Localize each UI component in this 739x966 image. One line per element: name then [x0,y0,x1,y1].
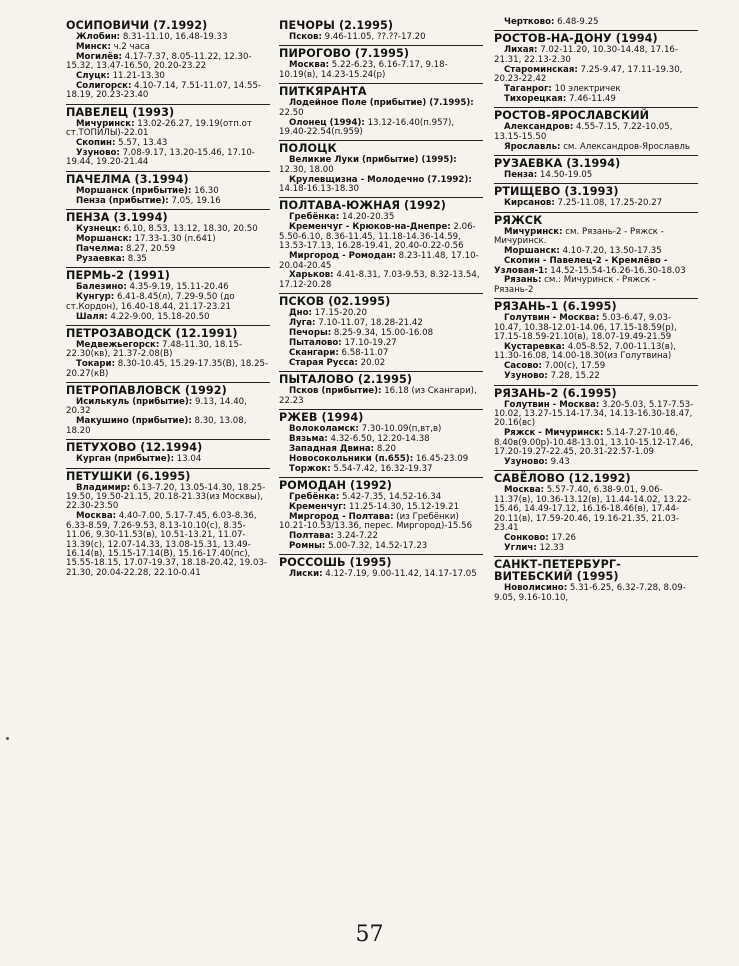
destination-name: Узуново: [504,371,548,382]
departure-times: 5.22-6.23, 6.16-7.17, 9.18-10.19(в), 14.23-15.24(р) [279,60,448,80]
departure-times: 10 электричек [554,84,621,95]
departure-times: 16.18 (из Скангари), 22.23 [279,386,477,406]
departure-times: 5.03-6.47, 9.03-10.47, 10.38-12.01-14.06, 17.15-18.59(р), 17.15-18.59-21.10(в), 18.07-19.49-21.59 [494,313,677,343]
destination-name: Скопин - Павелец-2 - Кремлёво - Узловая-1: [494,256,668,276]
destination-name: Таганрог: [504,84,552,95]
station-heading: ПЕТРОПАВЛОВСК (1992) [66,384,227,398]
station-section [494,385,698,468]
departure-times: 14.52-15.54-16.26-16.30-18.03 [550,265,686,276]
departure-times: 4.32-6.50, 12.20-14.38 [330,433,430,444]
destination-name: Луга: [289,318,316,329]
station-heading: РЯЗАНЬ-2 (6.1995) [494,386,617,400]
departure-times: 7.25-9.47, 17.11-19.30, 20.23-22.42 [494,64,683,85]
station-section [494,155,698,180]
station-heading: САНКТ-ПЕТЕРБУРГ-ВИТЕБСКИЙ (1995) [494,558,621,584]
station-heading: ПЕНЗА (3.1994) [66,211,168,225]
destination-name: Голутвин - Москва: [504,399,600,410]
route-line [66,53,270,72]
station-heading: ПСКОВ (02.1995) [279,295,391,309]
departure-times: 6.41-8.45(л), 7.29-9.50 (до ст.Кордон), 16.40-18.44, 21.17-23.21 [66,292,235,312]
route-line [66,82,270,101]
route-line [66,293,270,312]
destination-name: Вязьма: [289,433,328,444]
route-line [494,372,698,381]
route-line [494,123,698,142]
destination-name: Харьков: [289,270,334,281]
route-line [494,314,698,342]
destination-name: Моршанск (прибытие): [76,185,192,196]
departure-times: 7.30-10.09(п,вт,в) [361,423,442,434]
departure-times: 5.42-7.35, 14.52-16.34 [342,492,442,502]
destination-name: Солигорск: [76,81,132,92]
station-heading: РТИЩЕВО (3.1993) [494,185,619,199]
departure-times: 17.33-1.30 (п.641) [134,234,216,245]
route-line [494,343,698,362]
departure-times: 7.00(с), 17.59 [544,361,606,372]
departure-times: 7.02-11.20, 10.30-14.48, 17.16-21.31, 22.13-2.30 [494,45,678,65]
station-section [279,371,483,406]
route-line [279,570,483,579]
destination-name: Узуново: [504,457,548,467]
destination-name: Олонец (1994): [289,117,365,128]
destination-name: Новолисино: [504,583,568,594]
departure-times: 6.10, 8.53, 13.12, 18.30, 20.50 [123,224,258,235]
station-heading: ПЕРМЬ-2 (1991) [66,269,170,283]
destination-name: Макушино (прибытие): [76,416,192,427]
route-line [279,99,483,118]
destination-name: Мичуринск: [76,118,135,129]
route-line [494,18,698,27]
destination-name: Узуново: [76,148,120,159]
destination-name: Москва: [289,60,330,71]
departure-times: 4.40-7.00, 5.17-7.45, 6.03-8.36, 6.33-8.59, 7.26-9.53, 8.13-10.10(с), 8.35-11.06, 9.30-11.53(в), 10.51-13.21, 11.07-13.39(с), 12.07-14.33, 13.08-15.31, 13.49-16.14(в), 15.15-17.14(В), 15.16-17.40(пс), 15.55-18.15, 17.07-19.37, 18.18-20.42, 19.03-21.30, 20.04-22.28, 22.10-0.41 [66,511,268,578]
destination-name: Ярославль: [504,141,561,152]
destination-name: Гребёнка: [289,492,340,502]
departure-times: 6.58-11.07 [341,347,389,358]
departure-times: 6.13-7.20, 13.05-14.30, 18.25-19.50, 19.50-21.15, 20.18-21.33(из Москвы), 22.30-23.50 [66,482,266,512]
departure-times: 5.54-7.42, 16.32-19.37 [333,463,433,474]
station-section [66,267,270,322]
station-heading: ПЕТУШКИ (6.1995) [66,469,191,483]
station-heading: ПИТКЯРАНТА [279,85,367,99]
departure-times: 14.50-19.05 [539,170,593,181]
departure-times: 9.46-11.05, ??.??-17.20 [324,32,426,42]
station-heading: ПИРОГОВО (7.1995) [279,47,410,61]
station-section [66,439,270,464]
departure-times: 22.50 [279,107,304,118]
destination-name: Лодейное Поле (прибытие) (7.1995): [289,98,474,109]
timetable-page [58,17,694,908]
station-section [494,30,698,104]
column-1 [66,18,270,581]
departure-times: 13.12-16.40(п.957), 19.40-22.54(п.959) [279,117,455,137]
route-line [66,360,270,379]
destination-name: Дно: [289,308,312,319]
route-line [66,120,270,139]
route-line [279,156,483,175]
destination-name: Новосокольники (п.655): [289,453,414,464]
page-number: 57 [355,922,384,947]
departure-times: 3.20-5.03, 5.17-7.53-10.02, 13.27-15.14-17.34, 14.13-16.30-18.47, 20.16(вс) [494,399,694,429]
destination-name: Старая Русса: [289,357,358,368]
departure-times: 8.31-11.10, 16.48-19.33 [122,32,228,42]
destination-name: Александров: [504,122,574,133]
route-line [279,271,483,290]
departure-times: 4.10-7.14, 7.51-11.07, 14.55-18.19, 20.23-23.40 [66,81,262,101]
destination-name: Кирсанов: [504,198,555,209]
station-heading: РОСТОВ-НА-ДОНУ (1994) [494,32,658,46]
station-section [66,382,270,436]
departure-times: 4.12-7.19, 9.00-11.42, 14.17-17.05 [325,569,477,580]
route-line [66,313,270,322]
destination-name: Курган (прибытие): [76,454,175,465]
destination-name: Ромны: [289,541,326,552]
departure-times: 8.30, 13.08, 18.20 [66,416,247,436]
destination-name: Кременчуг - Крюков-на-Днепре: [289,222,451,233]
route-line [66,455,270,464]
route-line [279,542,483,551]
station-heading: РЖЕВ (1994) [279,410,364,424]
station-section [279,83,483,137]
destination-name: Исилькуль (прибытие): [76,397,193,408]
departure-times: 8.30-10.45, 15.29-17.35(В), 18.25-20.27(кВ) [66,359,269,379]
destination-name: Углич: [504,542,537,553]
route-line [494,276,698,295]
station-section [279,409,483,474]
station-heading: РОМОДАН (1992) [279,479,392,492]
route-line [66,149,270,168]
route-line [279,176,483,195]
departure-times: 20.02 [360,357,386,368]
route-line [494,95,698,104]
destination-name: Чертково: [504,17,555,27]
station-heading: ПЕТРОЗАВОДСК (12.1991) [66,326,238,340]
route-line [279,387,483,406]
station-section [279,293,483,368]
route-line [494,199,698,208]
route-line [66,417,270,436]
station-section [279,197,483,290]
station-section [494,212,698,295]
destination-name: Могилёв: [76,51,122,62]
destination-name: Москва: [76,511,117,522]
route-line [494,143,698,152]
departure-times: 8.35 [127,253,147,264]
destination-name: Скангари: [289,347,339,358]
departure-times: 7.05, 19.16 [171,195,221,206]
station-heading: ПЫТАЛОВО (2.1995) [279,373,413,387]
departure-times: 8.25-9.34, 15.00-16.08 [333,328,434,339]
station-section [66,325,270,379]
destination-name: Шаля: [76,311,108,322]
departure-times: 7.48-11.30, 18.15-22.30(кв), 21.37-2.08(В) [66,339,243,360]
departure-times: 14.18-16.13-18.30 [279,184,360,195]
station-heading: ПОЛОЦК [279,142,337,156]
departure-times: 17.26 [551,532,577,543]
destination-name: Торжок: [289,463,331,474]
station-section [494,556,698,603]
station-heading: ОСИПОВИЧИ (7.1992) [66,19,208,32]
departure-times: см.: Мичуринск - Ряжск - Рязань-2 [494,275,656,295]
route-line [494,171,698,180]
departure-times: 7.10-11.07, 18.28-21.42 [318,318,423,329]
route-line [279,223,483,251]
destination-name: Лихая: [504,45,538,56]
destination-name: Псков: [289,32,322,42]
departure-times: 4.55-7.15, 7.22-10.05, 13.15-15.50 [494,122,673,142]
station-heading: РЯЗАНЬ-1 (6.1995) [494,300,617,314]
station-heading: РУЗАЕВКА (3.1994) [494,157,621,171]
departure-times: 4.22-9.00, 15.18-20.50 [110,311,210,322]
route-line [66,398,270,417]
route-line [494,66,698,85]
departure-times: 7.25-11.08, 17.25-20.27 [557,198,663,209]
departure-times: 4.17-7.37, 8.05-11.22, 12.30-15.32, 13.47-16.50, 20.20-23.22 [66,51,252,72]
destination-name: Токари: [76,359,116,370]
route-line [494,429,698,457]
destination-name: Кунгур: [76,292,115,303]
departure-times: 11.21-13.30 [112,71,165,82]
destination-name: Волоколамск: [289,423,359,434]
station-section [66,20,270,101]
departure-times: 5.00-7.32, 14.52-17.23 [328,541,428,552]
departure-times: 4.41-8.31, 7.03-9.53, 8.32-13.54, 17.12-20.28 [279,270,480,290]
departure-times: 4.10-7.20, 13.50-17.35 [562,246,662,257]
station-section [494,107,698,152]
destination-name: Кузнецк: [76,224,122,235]
route-line [279,513,483,532]
station-section [279,20,483,42]
route-line [279,33,483,42]
departure-times: 8.27, 20.59 [126,244,176,254]
station-heading: ПЕЧОРЫ (2.1995) [279,19,394,32]
station-section [279,45,483,80]
destination-name: Миргород - Полтава: [289,511,394,522]
route-line [66,484,270,512]
station-heading: ПЕТУХОВО (12.1994) [66,441,203,455]
destination-name: Жлобин: [76,32,121,42]
route-line [279,465,483,474]
route-line [494,544,698,553]
destination-name: Крулевщизна - Молодечно (7.1992): [289,174,472,185]
route-line [279,252,483,271]
departure-times: 13.04 [176,454,202,465]
departure-times: 9.13, 14.40, 20.32 [66,397,247,417]
departure-times: 17.15-20.20 [314,308,367,319]
station-heading: ПАВЕЛЕЦ (1993) [66,105,175,119]
departure-times: 4.05-8.52, 7.00-11.13(в), 11.30-16.08, 14.00-18.30(из Голутвина) [494,341,676,362]
station-heading: РОССОШЬ (1995) [279,556,392,570]
destination-name: Гребёнка: [289,212,340,223]
station-section [279,140,483,194]
departure-times: 16.45-23.09 [415,453,469,464]
destination-name: Минск: [76,41,111,52]
destination-name: Тихорецкая: [504,93,567,104]
departure-times: 5.14-7.27-10.46, 8.40в(9.00р)-10.48-13.01, 13.10-15.12-17.46, 17.20-19.27-22.45, 20.31-22.57-1.09 [494,428,694,458]
route-line [494,584,698,603]
destination-name: Медвежьегорск: [76,339,160,350]
destination-name: Балезино: [76,282,127,293]
departure-times: 14.20-20.35 [342,212,395,223]
station-heading: РЯЖСК [494,213,543,227]
destination-name: Мичуринск: [504,226,563,237]
route-line [279,119,483,138]
station-heading: САВЁЛОВО (12.1992) [494,472,631,486]
destination-name: Скопин: [76,138,116,149]
route-line [66,512,270,578]
station-section [494,18,698,27]
departure-times: 12.33 [539,542,565,553]
departure-times: 13.02-26.27, 19.19(отп.от ст.ТОПИЛЫ)-22.01 [66,118,252,139]
destination-name: Староминская: [504,64,578,75]
destination-name: Владимир: [76,482,131,493]
route-line [494,46,698,65]
destination-name: Миргород - Ромодан: [289,251,396,262]
station-heading: РОСТОВ-ЯРОСЛАВСКИЙ [494,109,650,123]
departure-times: 7.08-9.17, 13.20-15.46, 17.10-19.44, 19.20-21.44 [66,148,255,168]
departure-times: 12.30, 18.00 [279,164,334,175]
destination-name: Моршанск: [76,234,132,245]
route-line [279,61,483,80]
departure-times: 5.57, 13.43 [118,138,168,149]
route-line [66,255,270,264]
route-line [494,228,698,247]
departure-times: 3.24-7.22 [336,531,378,542]
departure-times: 11.25-14.30, 15.12-19.21 [348,501,460,512]
station-section [66,468,270,579]
column-3 [494,18,698,606]
departure-times: (из Гребёнки) 10.21-10.53/13.36, перес. Миргород)-15.56 [279,511,473,532]
destination-name: Слуцк: [76,71,110,82]
destination-name: Ряжск - Мичуринск: [504,428,604,439]
destination-name: Кременчуг: [289,501,347,512]
station-section [66,171,270,206]
column-2 [279,18,483,583]
departure-times: 9.43 [550,457,570,467]
departure-times: 16.30 [194,185,219,196]
destination-name: Москва: [504,485,545,496]
departure-times: см. Александров-Ярославль [563,141,690,152]
departure-times: 2.06-5.50-6.10, 8.36-11.45, 11.18-14.36-14.59, 13.53-17.13, 16.28-19.41, 20.40-0.22-0.56 [279,222,476,252]
departure-times: 8.23-11.48, 17.10-20.04-20.45 [279,251,479,271]
destination-name: Сасово: [504,361,542,372]
station-section [279,554,483,579]
destination-name: Пенза: [504,170,538,181]
route-line [66,197,270,206]
station-heading: ПАЧЕЛМА (3.1994) [66,172,189,186]
destination-name: Западная Двина: [289,443,375,454]
destination-name: Псков (прибытие): [289,386,382,397]
route-line [66,341,270,360]
departure-times: 7.28, 15.22 [550,371,600,382]
destination-name: Рузаевка: [76,253,126,264]
station-section [494,183,698,208]
destination-name: Сонково: [504,532,549,543]
destination-name: Полтава: [289,531,334,542]
departure-times: 6.48-9.25 [557,17,599,27]
station-section [494,470,698,553]
destination-name: Кустаревка: [504,341,565,352]
destination-name: Печоры: [289,328,332,339]
route-line [494,486,698,533]
departure-times: 17.10-19.27 [344,337,397,348]
station-heading: ПОЛТАВА-ЮЖНАЯ (1992) [279,199,447,213]
destination-name: Рязань: [504,275,542,286]
print-speck [6,737,9,740]
destination-name: Голутвин - Москва: [504,313,600,324]
departure-times: 5.57-7.40, 6.38-9.01, 9.06-11.37(в), 10.36-13.12(в), 11.44-14.02, 13.22-15.46, 14.49-17.12, 16.16-18.46(в), 17.44-20.11(в), 17.59-20.46, 19.16-21.35, 21.03-23.41 [494,485,691,534]
departure-times: 5.31-6.25, 6.32-7.28, 8.09-9.05, 9.16-10.10, [494,583,686,603]
destination-name: Пыталово: [289,337,342,348]
route-line [494,458,698,467]
destination-name: Пенза (прибытие): [76,195,169,206]
destination-name: Пачелма: [76,244,124,254]
destination-name: Моршанск: [504,246,560,257]
route-line [279,359,483,368]
route-line [494,257,698,276]
departure-times: 8.20 [376,443,396,454]
departure-times: см. Рязань-2 - Ряжск - Мичуринск. [494,226,664,247]
departure-times: 7.46-11.49 [569,93,616,104]
station-section [66,209,270,264]
route-line [494,401,698,429]
station-section [494,298,698,381]
departure-times: 4.35-9.19, 15.11-20.46 [129,282,229,293]
station-section [66,104,270,168]
destination-name: Великие Луки (прибытие) (1995): [289,155,457,166]
station-section [279,477,483,551]
departure-times: ч.2 часа [113,41,150,52]
destination-name: Лиски: [289,569,323,580]
